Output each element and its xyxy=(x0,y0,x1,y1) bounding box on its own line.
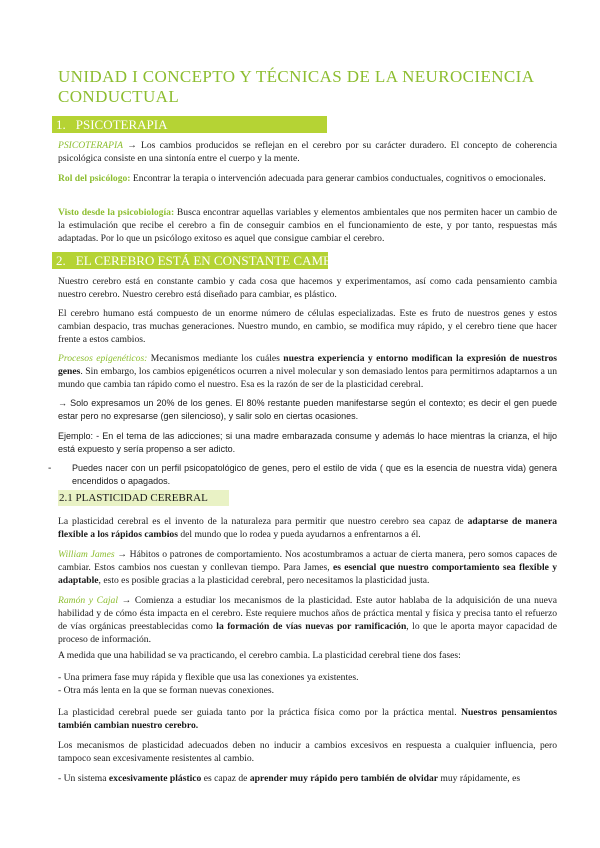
bullet-dash: - xyxy=(48,463,52,474)
arrow: → xyxy=(127,140,137,151)
section-heading-1 xyxy=(52,116,327,133)
term-psicoterapia: PSICOTERAPIA xyxy=(58,140,124,151)
term-william-james: William James xyxy=(58,549,115,560)
paragraph-cerebro-humano: El cerebro humano está compuesto de un enorme número de células especializadas. Este es fruto de nuestros genes y estos cambian despacio, tras muchas generaciones. Nuestro mundo, en cambio, se modifica muy rápido, y el cerebro tiene que hacer frente a estos cambios. xyxy=(58,308,557,345)
paragraph-rol: Rol del psicólogo: Encontrar la terapia o intervención adecuada para generar cambios conductuales, cognitivos o emocionales. xyxy=(58,173,546,184)
term-visto: Visto desde la psicobiología: xyxy=(58,207,175,218)
paragraph-psicoterapia: PSICOTERAPIA → Los cambios producidos se reflejan en el cerebro por su carácter duradero. El concepto de coherencia psicológica consiste en una sintonía entre el cuerpo y la mente. xyxy=(58,140,557,164)
paragraph-sistema: - Un sistema excesivamente plástico es capaz de aprender muy rápido pero también de olvidar muy rápidamente, es xyxy=(58,773,521,784)
paragraph-ramon-y-cajal: Ramón y Cajal → Comienza a estudiar los mecanismos de la plasticidad. Este autor hablaba de la adquisición de una nueva habilidad y de cómo ésta impacta en el cerebro. Este requiere muchos años de práctica mental y física y precisa tanto el refuerzo de vías orgánicas preestablecidas como la formación de vías nuevas por ramificación, lo que le aporta mayor capacidad de proceso de información. xyxy=(58,595,557,645)
section-number: 2. xyxy=(56,253,66,268)
section-title: EL CEREBRO ESTÁ EN CONSTANTE CAMBIO xyxy=(75,253,346,268)
paragraph-mecanismos: Los mecanismos de plasticidad adecuados deben no inducir a cambios excesivos en respuesta a cualquier influencia, pero tampoco sean excesivamente resistentes al cambio. xyxy=(58,740,557,764)
paragraph-genes: → Solo expresamos un 20% de los genes. El 80% restante pueden manifestarse según el contexto; es decir el gen puede estar pero no expresarse (gen silencioso), y salir solo en ciertas ocasiones. xyxy=(58,398,557,421)
term-epigeneticos: Procesos epigenéticos: xyxy=(58,353,148,364)
paragraph-epigeneticos: Procesos epigenéticos: Mecanismos mediante los cuáles nuestra experiencia y entorno modifican la expresión de nuestros genes. Sin embargo, los cambios epigenéticos ocurren a nivel molecular y son demasiado lentos para permitirnos adaptarnos a un mundo que cambia tan rápido como el nuestro. Esa es la razón de ser de la plasticidad cerebral. xyxy=(58,353,557,390)
term-rol: Rol del psicólogo: xyxy=(58,173,131,184)
paragraph-william-james: William James → Hábitos o patrones de comportamiento. Nos acostumbramos a actuar de cierta manera, pero somos capaces de cambiar. Estos cambios nos cuestan y conllevan tiempo. Para James, es esencial que nuestro comportamiento sea flexible y adaptable, esto es posible gracias a la plasticidad cerebral, pero necesitamos la plasticidad justa. xyxy=(58,549,558,586)
term-ramon-y-cajal: Ramón y Cajal xyxy=(58,595,119,606)
section-heading-2 xyxy=(52,252,346,269)
section-number: 1. xyxy=(56,117,66,132)
list-item-fase-1: - Una primera fase muy rápida y flexible que usa las conexiones ya existentes. xyxy=(58,672,359,683)
document-title: UNIDAD I CONCEPTO Y TÉCNICAS DE LA NEUROCIENCIA CONDUCTUAL xyxy=(58,67,534,106)
paragraph-perfil: Puedes nacer con un perfil psicopatológico de genes, pero el estilo de vida ( que es la esencia de nuestra vida) genera encendidos o apagados. xyxy=(72,463,557,486)
list-item-fase-2: - Otra más lenta en la que se forman nuevas conexiones. xyxy=(58,685,275,696)
paragraph-plasticidad: La plasticidad cerebral es el invento de la naturaleza para permitir que nuestro cerebro sea capaz de adaptarse de manera flexible a los rápidos cambios del mundo que lo rodea y pueda ayudarnos a enfrentarnos a él. xyxy=(58,516,557,540)
paragraph-medida: A medida que una habilidad se va practicando, el cerebro cambia. La plasticidad cerebral tiene dos fases: xyxy=(58,650,461,661)
paragraph-guiada: La plasticidad cerebral puede ser guiada tanto por la práctica física como por la práctica mental. Nuestros pensamientos también cambian nuestro cerebro. xyxy=(58,707,557,731)
subsection-heading: 2.1 PLASTICIDAD CEREBRAL xyxy=(58,490,229,506)
section-title: PSICOTERAPIA xyxy=(75,117,168,132)
paragraph-visto: Visto desde la psicobiología: Busca encontrar aquellas variables y elementos ambientales que nos permiten hacer un cambio de la estimulación que recibe el cerebro a fin de conseguir cambios en el funcionamiento de este, y por tanto, respuestas más adaptadas. Por lo que un psicólogo exitoso es aquel que consigue cambiar el cerebro. xyxy=(58,207,557,244)
paragraph-cambio: Nuestro cerebro está en constante cambio y cada cosa que hacemos y experimentamos, así como cada pensamiento cambia nuestro cerebro. Nuestro cerebro está diseñado para cambiar, es plástico. xyxy=(58,276,557,300)
paragraph-ejemplo: Ejemplo: - En el tema de las adicciones; si una madre embarazada consume y además lo hace mientras la crianza, el hijo está expuesto y sería propenso a ser adicto. xyxy=(58,431,557,454)
